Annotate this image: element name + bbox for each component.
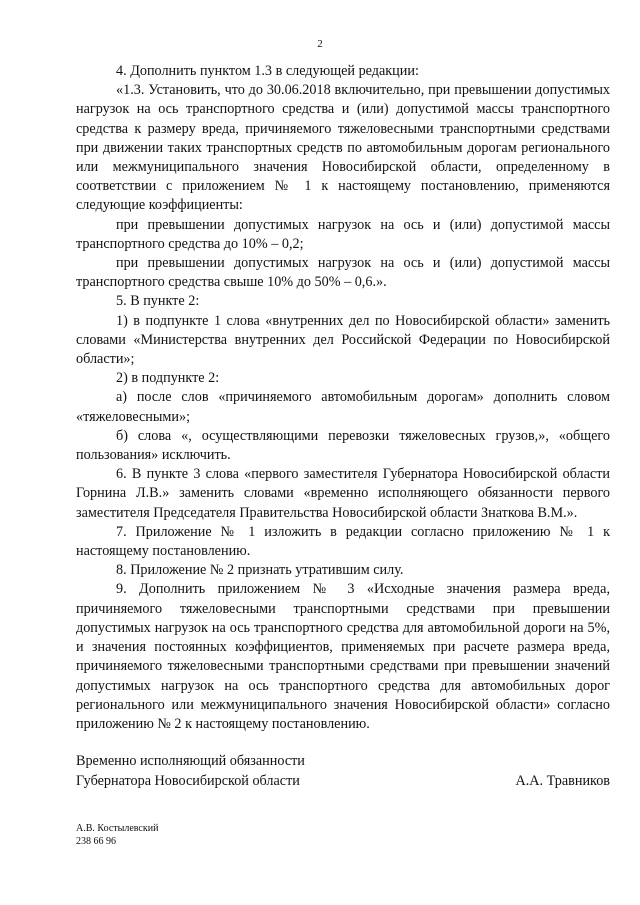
subparagraph-1: 1) в подпункте 1 слова «внутренних дел по Новосибирской области» заменить словами «Министерства внутренних дел Российской Федерации по Новосибирской области»; [76, 312, 610, 368]
page-number: 2 [317, 38, 323, 50]
signature-title-line2: Губернатора Новосибирской области [76, 772, 300, 789]
paragraph-5: 5. В пункте 2: [116, 293, 200, 310]
paragraph-1-3: «1.3. Установить, что до 30.06.2018 включительно, при превышении допустимых нагрузок на ось транспортного средства и (или) допустимой массы транспортного средства к размеру вреда, причиняемого тяжеловесными транспортными средствами при движении таких транспортных средств по автомобильным дорогам регионального или межмуниципального значения Новосибирской области, определенному в соответствии с приложением № 1 к настоящему постановлению, применяются следующие коэффициенты: [76, 82, 610, 214]
subparagraph-2a: а) после слов «причиняемого автомобильным дорогам» дополнить словом «тяжеловесными»; [76, 389, 610, 425]
footer-phone: 238 66 96 [76, 836, 116, 847]
signature-line [76, 772, 610, 792]
signature-title-line1: Временно исполняющий обязанности [76, 753, 305, 769]
document-body [76, 62, 610, 734]
paragraph-9: 9. Дополнить приложением № 3 «Исходные значения размера вреда, причиняемого тяжеловесными транспортными средствами при превышении допустимых нагрузок на ось транспортного средства для автомобильной дороги на 5%, и значения постоянных коэффициентов, применяемых при расчете размера вреда, причиняемого тяжеловесными транспортными средствами при превышении значений допустимых нагрузок на ось транспортного средства для автомобильных дорог регионального или межмуниципального значения Новосибирской области» согласно приложению № 2 к настоящему постановлению. [76, 581, 610, 732]
paragraph-8: 8. Приложение № 2 признать утратившим силу. [116, 562, 404, 579]
footer-author: А.В. Костылевский [76, 823, 159, 834]
signature-block [76, 752, 610, 791]
coefficient-10: при превышении допустимых нагрузок на ось и (или) допустимой массы транспортного средства до 10% – 0,2; [76, 216, 610, 252]
coefficient-50: при превышении допустимых нагрузок на ось и (или) допустимой массы транспортного средства свыше 10% до 50% – 0,6.». [76, 255, 610, 291]
subparagraph-2b: б) слова «, осуществляющими перевозки тяжеловесных грузов,», «общего пользования» исключить. [76, 427, 610, 464]
paragraph-6: 6. В пункте 3 слова «первого заместителя Губернатора Новосибирской области Горнина Л.В.» заменить словами «временно исполняющего обязанности первого заместителя Председателя Правительства Новосибирской области Знаткова В.М.». [76, 466, 610, 521]
signatory-name: А.А. Травников [515, 772, 610, 789]
paragraph-7: 7. Приложение № 1 изложить в редакции согласно приложению № 1 к настоящему постановлению. [76, 523, 610, 560]
footer [76, 822, 158, 848]
subparagraph-2: 2) в подпункте 2: [116, 370, 220, 387]
paragraph-4: 4. Дополнить пунктом 1.3 в следующей редакции: [116, 63, 419, 79]
